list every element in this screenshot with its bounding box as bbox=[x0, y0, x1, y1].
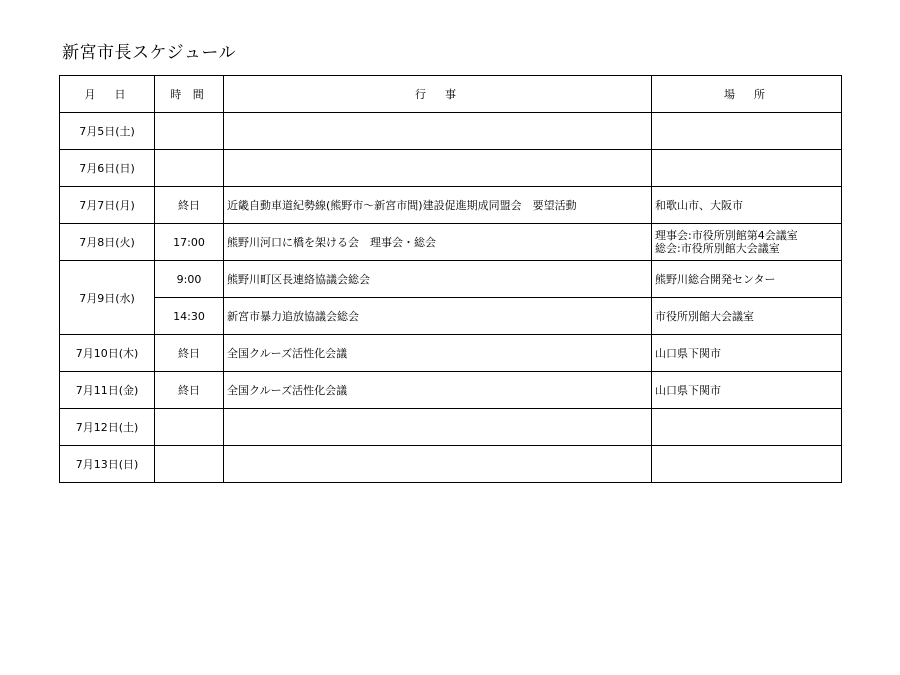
place-cell: 山口県下関市 bbox=[652, 372, 842, 409]
time-cell: 終日 bbox=[155, 187, 224, 224]
event-cell: 全国クルーズ活性化会議 bbox=[224, 372, 652, 409]
table-row bbox=[60, 446, 842, 483]
table-row bbox=[60, 113, 842, 150]
time-cell: 17:00 bbox=[155, 224, 224, 261]
place-line: 理事会:市役所別館第4会議室 bbox=[655, 229, 798, 242]
time-cell bbox=[155, 150, 224, 187]
place-line: 総会:市役所別館大会議室 bbox=[655, 242, 780, 255]
event-cell bbox=[224, 446, 652, 483]
date-cell: 7月9日(水) bbox=[60, 261, 155, 335]
event-cell bbox=[224, 409, 652, 446]
event-cell bbox=[224, 113, 652, 150]
place-cell: 熊野川総合開発センター bbox=[652, 261, 842, 298]
event-cell: 全国クルーズ活性化会議 bbox=[224, 335, 652, 372]
place-cell: 市役所別館大会議室 bbox=[652, 298, 842, 335]
date-cell: 7月12日(土) bbox=[60, 409, 155, 446]
time-cell: 14:30 bbox=[155, 298, 224, 335]
place-cell: 和歌山市、大阪市 bbox=[652, 187, 842, 224]
date-cell: 7月13日(日) bbox=[60, 446, 155, 483]
date-cell: 7月7日(月) bbox=[60, 187, 155, 224]
place-cell bbox=[652, 113, 842, 150]
time-cell bbox=[155, 409, 224, 446]
place-cell bbox=[652, 446, 842, 483]
place-cell bbox=[652, 150, 842, 187]
time-cell: 終日 bbox=[155, 335, 224, 372]
table-row bbox=[60, 409, 842, 446]
place-cell bbox=[652, 224, 842, 261]
event-cell: 新宮市暴力追放協議会総会 bbox=[224, 298, 652, 335]
table-row bbox=[60, 335, 842, 372]
table-row bbox=[60, 261, 842, 298]
table-row bbox=[60, 150, 842, 187]
event-cell: 近畿自動車道紀勢線(熊野市～新宮市間)建設促進期成同盟会 要望活動 bbox=[224, 187, 652, 224]
header-date: 月 日 bbox=[60, 76, 155, 113]
time-cell: 9:00 bbox=[155, 261, 224, 298]
header-event: 行 事 bbox=[224, 76, 652, 113]
date-cell: 7月11日(金) bbox=[60, 372, 155, 409]
date-cell: 7月10日(木) bbox=[60, 335, 155, 372]
date-cell: 7月6日(日) bbox=[60, 150, 155, 187]
table-row bbox=[60, 298, 842, 335]
event-cell bbox=[224, 150, 652, 187]
page-title: 新宮市長スケジュール bbox=[62, 43, 236, 63]
schedule-table bbox=[59, 75, 842, 483]
header-place: 場 所 bbox=[652, 76, 842, 113]
date-cell: 7月5日(土) bbox=[60, 113, 155, 150]
event-cell: 熊野川町区長連絡協議会総会 bbox=[224, 261, 652, 298]
table-row bbox=[60, 187, 842, 224]
table-row bbox=[60, 372, 842, 409]
header-time: 時 間 bbox=[155, 76, 224, 113]
time-cell bbox=[155, 446, 224, 483]
place-cell bbox=[652, 409, 842, 446]
time-cell bbox=[155, 113, 224, 150]
event-cell: 熊野川河口に橋を架ける会 理事会・総会 bbox=[224, 224, 652, 261]
header-row bbox=[60, 76, 842, 113]
date-cell: 7月8日(火) bbox=[60, 224, 155, 261]
table-row bbox=[60, 224, 842, 261]
place-cell: 山口県下関市 bbox=[652, 335, 842, 372]
time-cell: 終日 bbox=[155, 372, 224, 409]
